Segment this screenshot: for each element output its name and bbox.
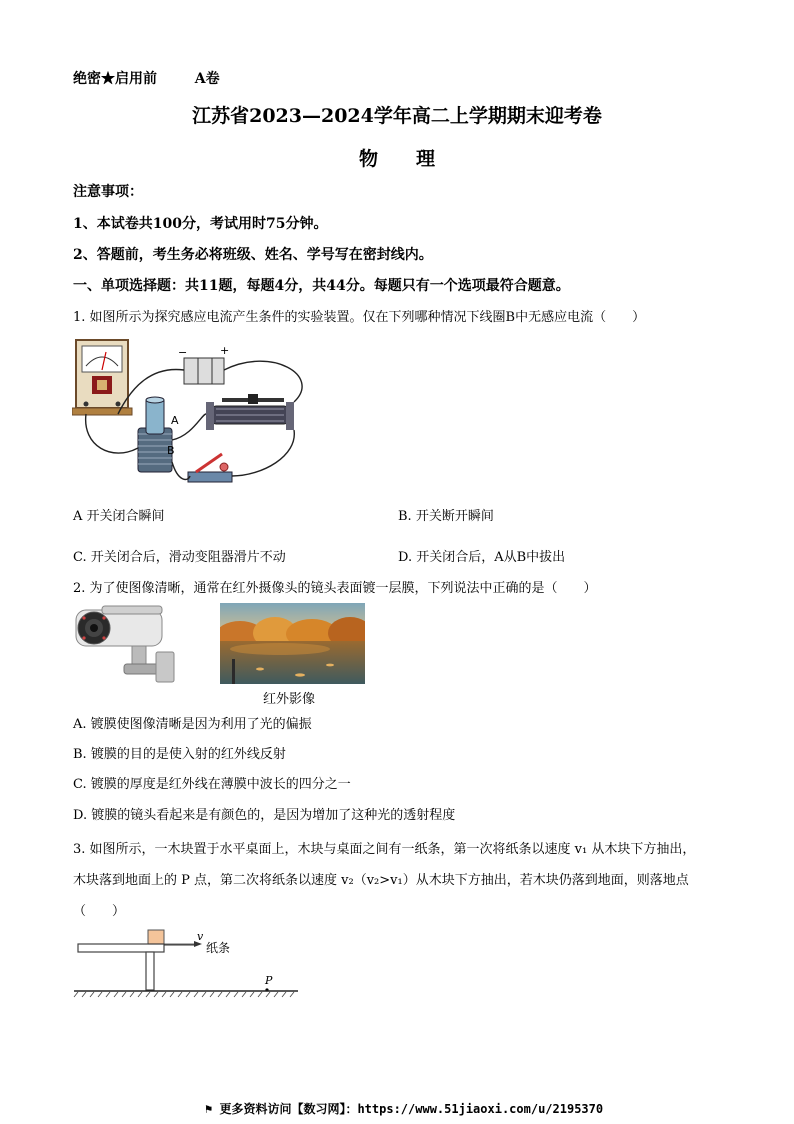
switch-icon	[188, 454, 232, 482]
point-p-label: P	[265, 974, 273, 987]
coil-a-label: A	[171, 414, 179, 427]
q2-option-d: D. 镀膜的镜头看起来是有颜色的，是因为增加了这种光的透射程度	[73, 808, 456, 823]
footer-link[interactable]: 更多资料访问【数习网】：https://www.51jiaoxi.com/u/2195370	[219, 1102, 604, 1116]
coil-b-label: B	[167, 444, 175, 457]
secret-text: 绝密★启用前	[73, 71, 157, 87]
note-item-2: 2、答题前，考生务必将班级、姓名、学号写在密封线内。	[73, 247, 433, 263]
q2-stem: 2. 为了使图像清晰，通常在红外摄像头的镜头表面镀一层膜，下列说法中正确的是（ ）	[73, 581, 597, 596]
q1-option-d: D. 开关闭合后，A从B中拔出	[398, 550, 566, 565]
q1-option-a: A 开关闭合瞬间	[73, 509, 165, 524]
infrared-image-figure	[220, 603, 365, 684]
battery-icon	[184, 358, 224, 384]
infrared-landscape-icon	[220, 603, 365, 684]
table-leg	[146, 952, 154, 990]
table-top	[78, 944, 164, 952]
q2-option-c: C. 镀膜的厚度是红外线在薄膜中波长的四分之一	[73, 777, 351, 792]
infrared-image-caption: 红外影像	[263, 692, 316, 707]
infrared-camera-icon	[72, 604, 182, 690]
q1-option-b: B. 开关断开瞬间	[398, 509, 494, 524]
subject-title: 物 理	[358, 148, 435, 170]
paper-title: 江苏省2023—2024学年高二上学期期末迎考卷	[192, 105, 602, 127]
footer[interactable]	[205, 1100, 603, 1117]
wood-block	[148, 930, 164, 944]
q3-stem-line-1: 3. 如图所示，一木块置于水平桌面上，木块与桌面之间有一纸条，第一次将纸条以速度 v₁ 从木块下方抽出，	[73, 842, 696, 857]
q2-option-b: B. 镀膜的目的是使入射的红外线反射	[73, 747, 286, 762]
secret-label	[73, 68, 220, 88]
q2-option-a: A. 镀膜使图像清晰是因为利用了光的偏振	[73, 717, 312, 732]
q3-stem-line-3: （ ）	[73, 904, 126, 919]
velocity-label: v	[197, 930, 204, 943]
q3-stem-line-2: 木块落到地面上的 P 点，第二次将纸条以速度 v₂（v₂>v₁）从木块下方抽出，若木块仍落到地面，则落地点	[73, 873, 689, 888]
notes-heading: 注意事项：	[73, 184, 143, 200]
q1-apparatus-figure	[72, 336, 312, 496]
rheostat-icon	[206, 394, 294, 430]
coil-icon	[138, 397, 172, 472]
section-heading: 一、单项选择题：共11题，每题4分，共44分。每题只有一个选项最符合题意。	[73, 278, 570, 294]
paper-version: A卷	[194, 71, 220, 87]
note-item-1: 1、本试卷共100分，考试用时75分钟。	[73, 216, 328, 232]
flag-icon: ⚑	[205, 1102, 220, 1116]
battery-plus-label: +	[220, 344, 230, 357]
q1-option-c: C. 开关闭合后，滑动变阻器滑片不动	[73, 550, 286, 565]
paper-label: 纸条	[206, 941, 231, 955]
infrared-camera-figure	[72, 604, 182, 690]
battery-minus-label: −	[178, 346, 188, 359]
q1-stem: 1. 如图所示为探究感应电流产生条件的实验装置。仅在下列哪种情况下线圈B中无感应电流（ ）	[73, 310, 646, 325]
q3-table-figure	[72, 926, 304, 1000]
